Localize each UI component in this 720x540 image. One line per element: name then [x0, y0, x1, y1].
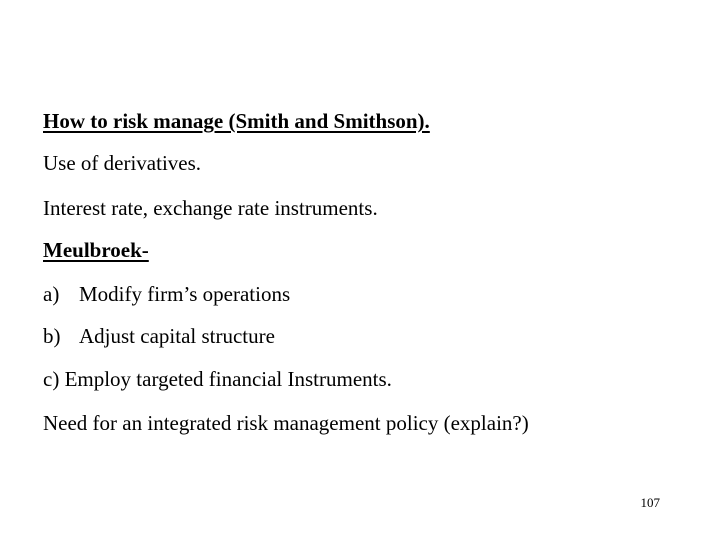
subheading-meulbroek: Meulbroek-	[43, 238, 149, 262]
page-number: 107	[640, 495, 660, 510]
list-text-a: Modify firm’s operations	[79, 282, 291, 306]
closing-line: Need for an integrated risk management policy (explain?)	[43, 411, 529, 435]
list-item-b	[43, 324, 275, 348]
list-marker-a: a)	[43, 282, 60, 306]
list-item-a	[43, 282, 290, 306]
text-line-derivatives: Use of derivatives.	[43, 151, 202, 175]
slide-heading: How to risk manage (Smith and Smithson).	[43, 109, 430, 133]
list-text-b: Adjust capital structure	[79, 324, 275, 348]
text-line-instruments: Interest rate, exchange rate instruments.	[43, 196, 378, 220]
list-marker-b: b)	[43, 324, 61, 348]
list-item-c: c) Employ targeted financial Instruments.	[43, 367, 392, 391]
